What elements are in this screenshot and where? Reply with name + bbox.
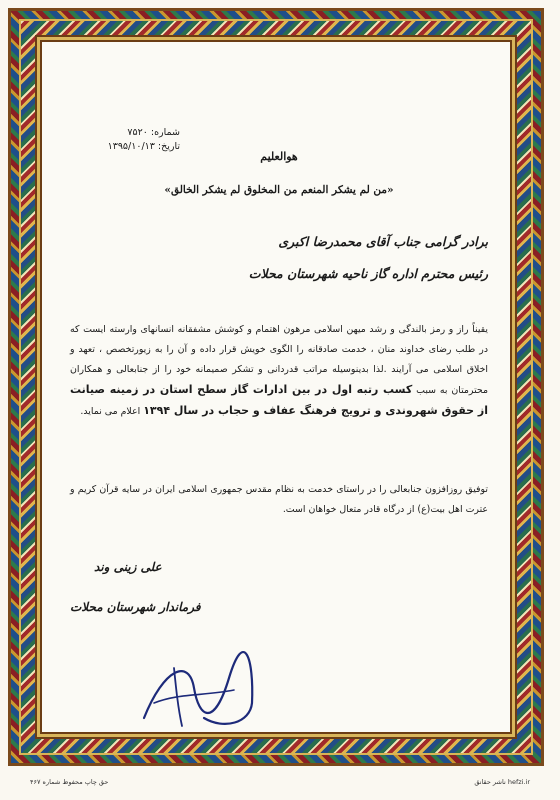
- letter-number-value: ۷۵۲۰: [127, 127, 148, 138]
- letter-date-value: ۱۳۹۵/۱۰/۱۳: [107, 141, 155, 152]
- recipient-title: رئیس محترم اداره گاز ناحیه شهرستان محلات: [248, 266, 488, 281]
- letter-heading: هوالعلیم: [260, 150, 298, 163]
- paragraph-1-emphasis: کسب رتبه اول در بین ادارات گاز سطح استان در زمینه صیانت از حقوق شهروندی و ترویج فرهنگ عفاف و حجاب در سال ۱۳۹۴: [70, 383, 488, 417]
- paragraph-1-end: اعلام می نماید.: [80, 406, 141, 417]
- letter-number-row: [70, 126, 180, 140]
- footer-publisher: hefzi.ir ناشر حقانق: [474, 778, 530, 786]
- signer-name: علی زینی وند: [94, 560, 162, 574]
- letter-closing: [70, 480, 488, 520]
- letter-hadith: «من لم یشکر المنعم من المخلوق لم یشکر الخالق»: [164, 184, 394, 196]
- letter-content: [70, 112, 488, 712]
- signer-title: فرماندار شهرستان محلات: [70, 600, 201, 614]
- paragraph-1-text: یقیناً راز و رمز بالندگی و رشد میهن اسلامی مرهون اهتمام و کوشش مشفقانه انسانهای وارسته ایست که در طلب رضای خداوند منان ، خدمت صادقانه را الگوی خویش قرار داده و آن را به زیورتخصص ، تعهد و اخلاق اسلامی می آرایند .لذا بدینوسیله مراتب قدردانی و تشکر صمیمانه خود را از جنابعالی و همکاران محترمتان به سبب: [70, 324, 488, 396]
- recipient-name: برادر گرامی جناب آقای محمدرضا اکبری: [278, 234, 488, 249]
- letter-body: [70, 320, 488, 422]
- letter-paragraph-1: [70, 320, 488, 422]
- letter-date-label: تاریخ:: [157, 141, 180, 152]
- letter-paragraph-2: توفیق روزافزون جنابعالی را در راستای خدمت به نظام مقدس جمهوری اسلامی ایران در سایه قرآن کریم و عترت اهل بیت(ع) از درگاه قادر متعال خواهان است.: [70, 484, 488, 515]
- handwritten-signature-icon: [134, 648, 264, 738]
- letter-number-label: شماره:: [150, 127, 180, 138]
- footer-print-number: حق چاپ محفوظ شماره ۴۶۷: [30, 778, 109, 786]
